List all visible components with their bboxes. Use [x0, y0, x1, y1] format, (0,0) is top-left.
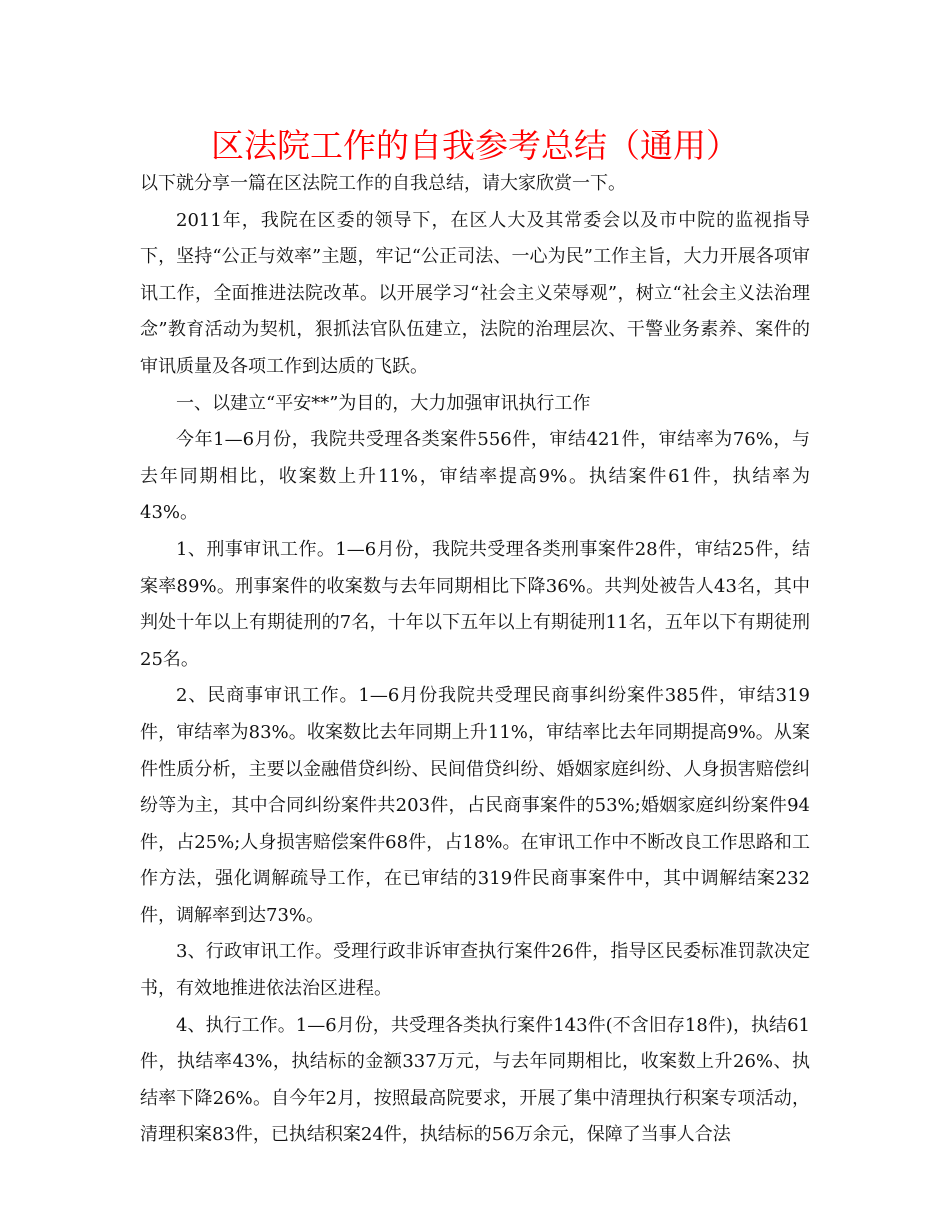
statistics-paragraph: 今年1—6月份，我院共受理各类案件556件，审结421件，审结率为76%，与去年同期相比，收案数上升11%，审结率提高9%。执结案件61件，执结率为43%。	[140, 429, 810, 524]
document-body	[140, 166, 810, 1154]
document-title: 区法院工作的自我参考总结（通用）	[211, 126, 739, 165]
enforcement-paragraph: 4、执行工作。1—6月份，共受理各类执行案件143件(不含旧存18件)，执结61件，执结率43%，执结标的金额337万元，与去年同期相比，收案数上升26%、执结率下降26%。自今年2月，按照最高院要求，开展了集中清理执行积案专项活动，清理积案83件，已执结积案24件，执结标的56万余元，保障了当事人合法	[140, 1014, 810, 1146]
overview-paragraph: 2011年，我院在区委的领导下，在区人大及其常委会以及市中院的监视指导下，坚持“公正与效率”主题，牢记“公正司法、一心为民”工作主旨，大力开展各项审讯工作，全面推进法院改革。以开展学习“社会主义荣辱观”，树立“社会主义法治理念”教育活动为契机，狠抓法官队伍建立，法院的治理层次、干警业务素养、案件的审讯质量及各项工作到达质的飞跃。	[140, 209, 810, 377]
criminal-trial-paragraph: 1、刑事审讯工作。1—6月份，我院共受理各类刑事案件28件，审结25件，结案率89%。刑事案件的收案数与去年同期相比下降36%。共判处被告人43名，其中判处十年以上有期徒刑的7名，十年以下五年以上有期徒刑11名，五年以下有期徒刑25名。	[140, 538, 810, 670]
intro-paragraph: 以下就分享一篇在区法院工作的自我总结，请大家欣赏一下。	[140, 173, 626, 194]
section-heading: 一、以建立“平安**”为目的，大力加强审讯执行工作	[176, 392, 591, 414]
civil-commercial-paragraph: 2、民商事审讯工作。1—6月份我院共受理民商事纠纷案件385件，审结319件，审结率为83%。收案数比去年同期上升11%，审结率比去年同期提高9%。从案件性质分析，主要以金融借贷纠纷、民间借贷纠纷、婚姻家庭纠纷、人身损害赔偿纠纷等为主，其中合同纠纷案件共203件，占民商事案件的53%;婚姻家庭纠纷案件94件，占25%;人身损害赔偿案件68件，占18%。在审讯工作中不断改良工作思路和工作方法，强化调解疏导工作，在已审结的319件民商事案件中，其中调解结案232件，调解率到达73%。	[140, 685, 810, 926]
administrative-trial-paragraph: 3、行政审讯工作。受理行政非诉审查执行案件26件，指导区民委标准罚款决定书，有效地推进依法治区进程。	[140, 941, 810, 1000]
